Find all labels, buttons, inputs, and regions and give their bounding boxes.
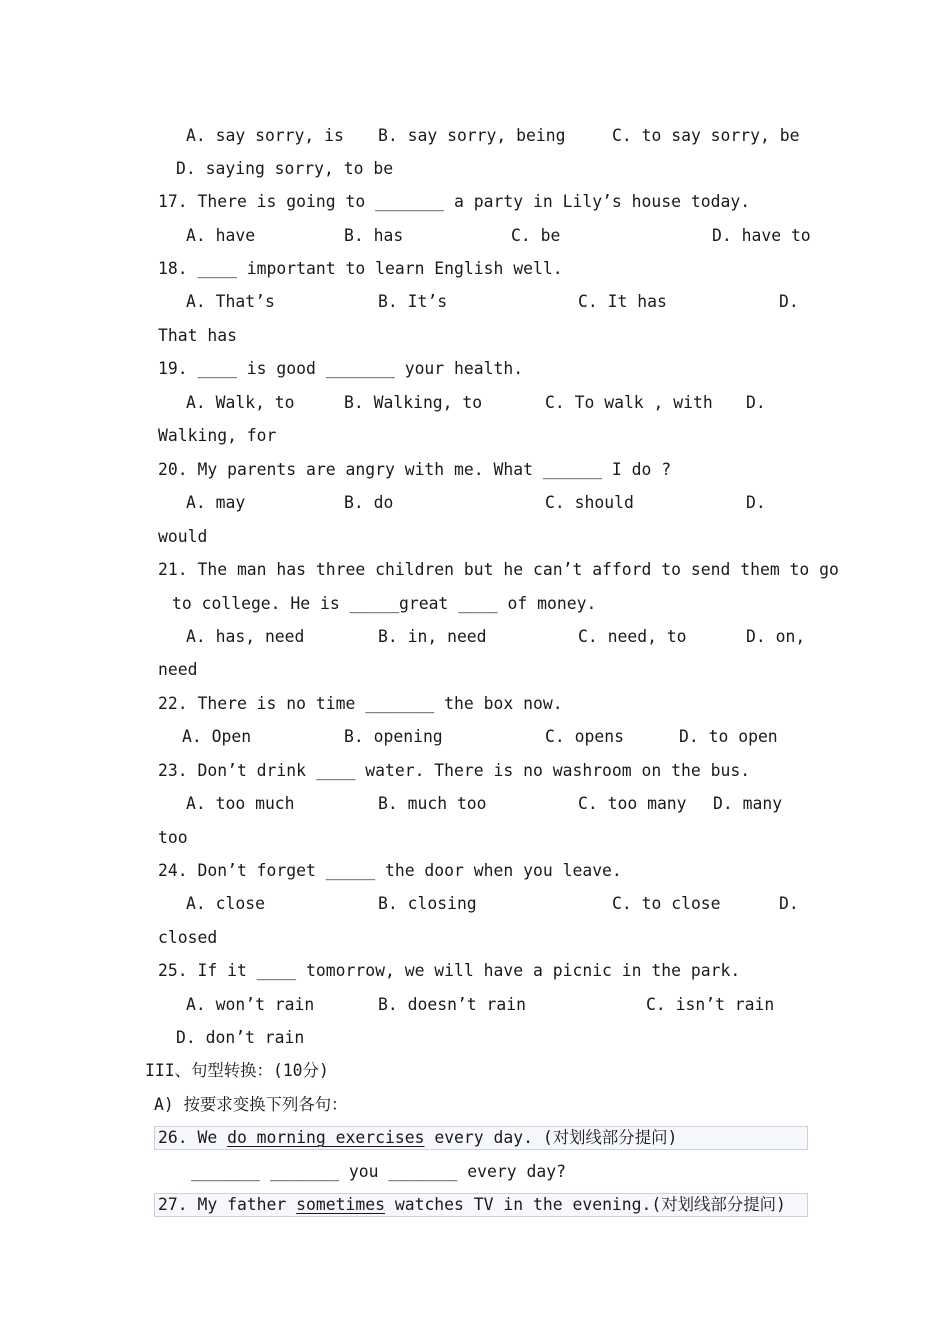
q21-option-b: B. in, need xyxy=(378,627,487,646)
q16-option-d: D. saying sorry, to be xyxy=(176,159,394,178)
q26-stem xyxy=(158,1128,677,1148)
q22-option-d: D. to open xyxy=(679,727,778,746)
q18-option-d: D. xyxy=(779,292,799,311)
q26-stem-pre: 26. We xyxy=(158,1128,228,1147)
q21-stem-continued: to college. He is _____great ____ of money. xyxy=(172,594,597,613)
q19-option-c: C. To walk , with xyxy=(545,393,713,412)
q26-underlined-phrase: do morning exercises xyxy=(227,1128,425,1147)
q21-option-c: C. need, to xyxy=(578,627,687,646)
section-title: III、句型转换：(10分) xyxy=(145,1061,329,1080)
q24-option-d-continued: closed xyxy=(158,928,218,947)
q27-stem-pre: 27. My father xyxy=(158,1195,297,1214)
q19-stem: 19. ____ is good _______ your health. xyxy=(158,359,524,378)
q17-option-c: C. be xyxy=(511,226,561,245)
q20-option-d: D. xyxy=(746,493,766,512)
q23-option-a: A. too much xyxy=(186,794,295,813)
q25-option-a: A. won’t rain xyxy=(186,995,315,1014)
q21-option-d-continued: need xyxy=(158,660,198,679)
q16-option-c: C. to say sorry, be xyxy=(612,126,800,145)
q25-option-c: C. isn’t rain xyxy=(646,995,775,1014)
q18-option-a: A. That’s xyxy=(186,292,275,311)
q18-option-b: B. It’s xyxy=(378,292,448,311)
q17-stem: 17. There is going to _______ a party in Lily’s house today. xyxy=(158,192,751,211)
q17-option-a: A. have xyxy=(186,226,256,245)
q20-option-c: C. should xyxy=(545,493,634,512)
q22-stem: 22. There is no time _______ the box now. xyxy=(158,694,563,713)
q17-option-d: D. have to xyxy=(712,226,811,245)
q27-stem-post: watches TV in the evening.(对划线部分提问) xyxy=(384,1195,786,1214)
q21-option-d: D. on, xyxy=(746,627,806,646)
q23-option-d: D. many xyxy=(713,794,783,813)
q21-option-a: A. has, need xyxy=(186,627,305,646)
q26-answer-line: _______ _______ you _______ every day? xyxy=(191,1162,566,1181)
q27-underlined-word: sometimes xyxy=(296,1195,385,1214)
q21-stem: 21. The man has three children but he can’t afford to send them to go xyxy=(158,560,839,579)
q17-option-b: B. has xyxy=(344,226,404,245)
q19-option-a: A. Walk, to xyxy=(186,393,295,412)
q18-stem: 18. ____ important to learn English well. xyxy=(158,259,563,278)
q23-stem: 23. Don’t drink ____ water. There is no washroom on the bus. xyxy=(158,761,751,780)
q20-option-b: B. do xyxy=(344,493,394,512)
q26-stem-post: every day. (对划线部分提问) xyxy=(424,1128,678,1147)
q24-option-a: A. close xyxy=(186,894,265,913)
q20-stem: 20. My parents are angry with me. What ______ I do ? xyxy=(158,460,672,479)
q24-stem: 24. Don’t forget _____ the door when you leave. xyxy=(158,861,622,880)
q20-option-a: A. may xyxy=(186,493,246,512)
q23-option-c: C. too many xyxy=(578,794,687,813)
q18-option-c: C. It has xyxy=(578,292,667,311)
q23-option-d-continued: too xyxy=(158,828,188,847)
q24-option-c: C. to close xyxy=(612,894,721,913)
q16-option-b: B. say sorry, being xyxy=(378,126,566,145)
q22-option-c: C. opens xyxy=(545,727,624,746)
q24-option-b: B. closing xyxy=(378,894,477,913)
q25-stem: 25. If it ____ tomorrow, we will have a picnic in the park. xyxy=(158,961,741,980)
q27-stem xyxy=(158,1195,786,1215)
q22-option-b: B. opening xyxy=(344,727,443,746)
q20-option-d-continued: would xyxy=(158,527,208,546)
q25-option-b: B. doesn’t rain xyxy=(378,995,527,1014)
q24-option-d: D. xyxy=(779,894,799,913)
q19-option-b: B. Walking, to xyxy=(344,393,483,412)
q25-option-d: D. don’t rain xyxy=(176,1028,305,1047)
q19-option-d-continued: Walking, for xyxy=(158,426,277,445)
q18-option-d-continued: That has xyxy=(158,326,237,345)
q23-option-b: B. much too xyxy=(378,794,487,813)
q16-option-a: A. say sorry, is xyxy=(186,126,344,145)
q19-option-d: D. xyxy=(746,393,766,412)
q22-option-a: A. Open xyxy=(182,727,252,746)
section-part-a: A) 按要求变换下列各句： xyxy=(154,1095,348,1114)
